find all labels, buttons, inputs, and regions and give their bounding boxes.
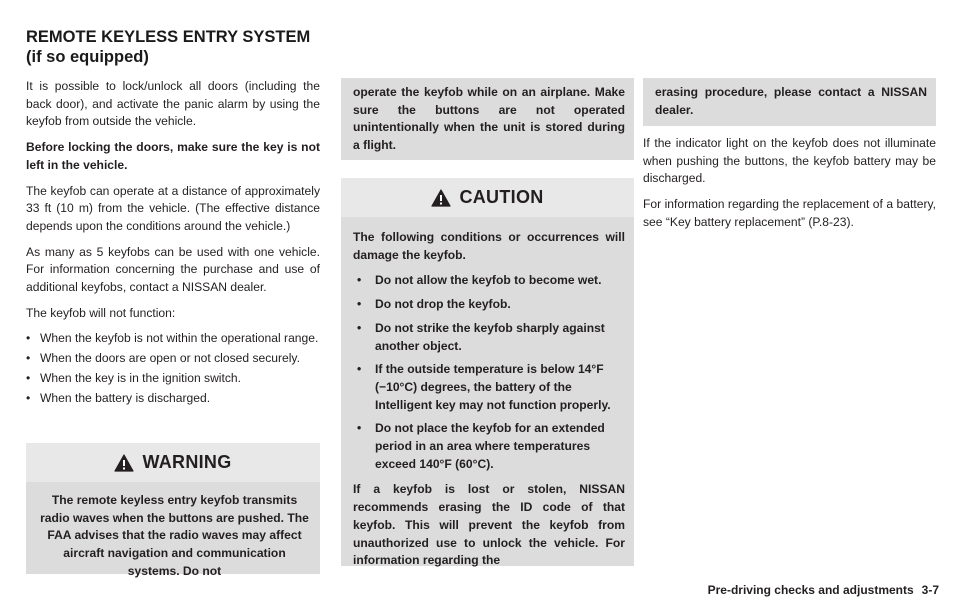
- list-item: • When the key is in the ignition switch.: [26, 370, 320, 388]
- not-function-intro: The keyfob will not function:: [26, 305, 176, 320]
- caution-list: [353, 272, 625, 473]
- lock-notice: Before locking the doors, make sure the key is not left in the vehicle.: [26, 140, 320, 172]
- distance-paragraph: The keyfob can operate at a distance of approximately 33 ft (10 m) from the vehicle. (The effective distance depends upon the conditions around the vehicle.): [26, 183, 320, 233]
- list-item: • Do not drop the keyfob.: [353, 296, 625, 314]
- caution-box: [341, 178, 634, 566]
- heading-subtitle: (if so equipped): [26, 48, 149, 66]
- list-item: • Do not place the keyfob for an extended period in an area where temperatures exceed 140°F (60°C).: [353, 420, 625, 473]
- caution-continued-box: [643, 78, 936, 126]
- warning-header: [26, 443, 320, 482]
- battery-replacement-paragraph: For information regarding the replacement of a battery, see “Key battery replacement” (P.8-23).: [643, 197, 936, 229]
- page-footer: [708, 583, 939, 597]
- warning-triangle-icon: [431, 189, 451, 207]
- page-number: 3-7: [921, 583, 939, 597]
- not-function-list: [26, 330, 320, 407]
- warning-continued-box: [341, 78, 634, 160]
- warning-text: The remote keyless entry keyfob transmits radio waves when the buttons are pushed. The FAA advises that the radio waves may affect aircraft navigation and communication systems. Do not: [40, 493, 309, 578]
- warning-triangle-icon: [114, 454, 134, 472]
- keyfob-count-paragraph: As many as 5 keyfobs can be used with one vehicle. For information concerning the purchase and use of additional keyfobs, contact a NISSAN dealer.: [26, 244, 320, 295]
- list-item: • When the doors are open or not closed securely.: [26, 350, 320, 368]
- footer-section: Pre-driving checks and adjustments: [707, 583, 914, 597]
- list-item: • When the battery is discharged.: [26, 390, 320, 408]
- caution-continued-text: erasing procedure, please contact a NISSAN dealer.: [655, 85, 927, 117]
- intro-paragraph: It is possible to lock/unlock all doors (including the back door), and activate the panic alarm by using the keyfob from outside the vehicle.: [26, 79, 320, 129]
- indicator-paragraph: If the indicator light on the keyfob does not illuminate when pushing the buttons, the keyfob battery may be discharged.: [643, 136, 936, 186]
- heading-title: REMOTE KEYLESS ENTRY SYSTEM: [26, 28, 311, 46]
- caution-label: CAUTION: [459, 186, 544, 207]
- warning-continued-text: operate the keyfob while on an airplane. Make sure the buttons are not operated unintentionally when the unit is stored during a flight.: [353, 85, 625, 153]
- caution-text: If a keyfob is lost or stolen, NISSAN recommends erasing the ID code of that keyfob. This will prevent the keyfob from unauthorized use to unlock the vehicle. For information regarding the: [353, 482, 625, 568]
- list-item: • Do not strike the keyfob sharply against another object.: [353, 320, 625, 355]
- caution-intro: The following conditions or occurrences will damage the keyfob.: [353, 230, 625, 262]
- section-heading: [26, 27, 346, 67]
- caution-header: [341, 178, 634, 217]
- column-left: [26, 78, 320, 415]
- warning-label: WARNING: [142, 451, 232, 472]
- column-right: [643, 135, 936, 240]
- list-item: • If the outside temperature is below 14°F (−10°C) degrees, the battery of the Intelligent key may not function properly.: [353, 361, 625, 414]
- list-item: • Do not allow the keyfob to become wet.: [353, 272, 625, 290]
- list-item: • When the keyfob is not within the operational range.: [26, 330, 320, 348]
- warning-box: [26, 443, 320, 578]
